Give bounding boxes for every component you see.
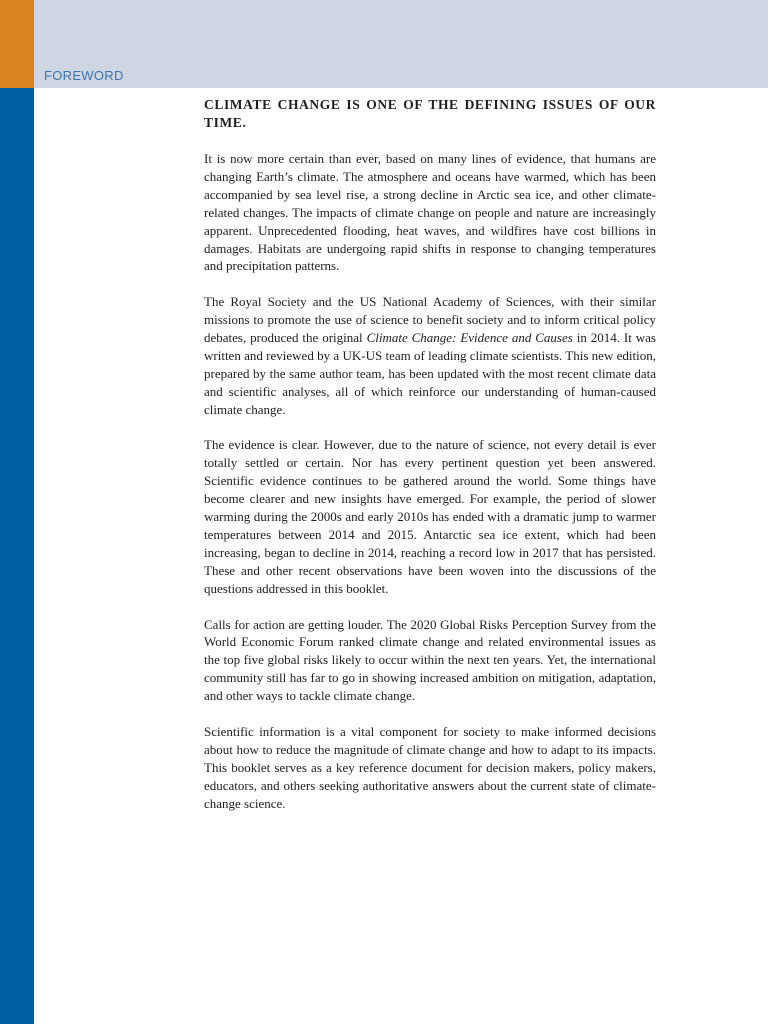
article-heading: CLIMATE CHANGE IS ONE OF THE DEFINING ISSUES OF OUR TIME. xyxy=(204,97,656,130)
sidebar-stripe xyxy=(0,88,34,1024)
paragraph-4: Calls for action are getting louder. The 2020 Global Risks Perception Survey from the World Economic Forum ranked climate change and related environmental issues as the top five global risks likely to occur within the next ten years. Yet, the international community still has far to go in showing increased ambition on mitigation, adaptation, and other ways to tackle climate change. xyxy=(204,616,656,704)
paragraph-2 xyxy=(204,293,656,418)
paragraph-3: The evidence is clear. However, due to the nature of science, not every detail is ever totally settled or certain. Nor has every pertinent question yet been answered. Scientific evidence continues to be gathered around the world. Some things have become clearer and new insights have emerged. For example, the period of slower warming during the 2000s and early 2010s has ended with a dramatic jump to warmer temperatures between 2014 and 2015. Antarctic sea ice extent, which had been increasing, began to decline in 2014, reaching a record low in 2017 that has persisted. These and other recent observations have been woven into the discussions of the questions addressed in this booklet. xyxy=(204,437,656,596)
article-body xyxy=(204,96,656,830)
paragraph-2-after: in 2014. It was written and reviewed by a UK-US team of leading climate scientists. This new edition, prepared by the same author team, has been updated with the most recent climate data and scientific analyses, all of which reinforce our understanding of human-caused climate change. xyxy=(204,330,656,417)
book-title: Climate Change: Evidence and Causes xyxy=(366,330,573,346)
accent-block xyxy=(0,0,34,88)
section-label: FOREWORD xyxy=(44,68,124,83)
paragraph-1: It is now more certain than ever, based on many lines of evidence, that humans are changing Earth’s climate. The atmosphere and oceans have warmed, which has been accompanied by sea level rise, a strong decline in Arctic sea ice, and other climate-related changes. The impacts of climate change on people and nature are increasingly apparent. Unprecedented flooding, heat waves, and wildfires have cost billions in damages. Habitats are undergoing rapid shifts in response to changing temperatures and precipitation patterns. xyxy=(204,151,656,274)
paragraph-5: Scientific information is a vital component for society to make informed decisions about how to reduce the magnitude of climate change and how to adapt to its impacts. This booklet serves as a key reference document for decision makers, policy makers, educators, and others seeking authoritative answers about the current state of climate-change science. xyxy=(204,723,656,811)
paragraph-2-before: The Royal Society and the US National Academy of Sciences, with their similar missions to promote the use of science to benefit society and to inform critical policy debates, produced the original xyxy=(204,294,656,346)
